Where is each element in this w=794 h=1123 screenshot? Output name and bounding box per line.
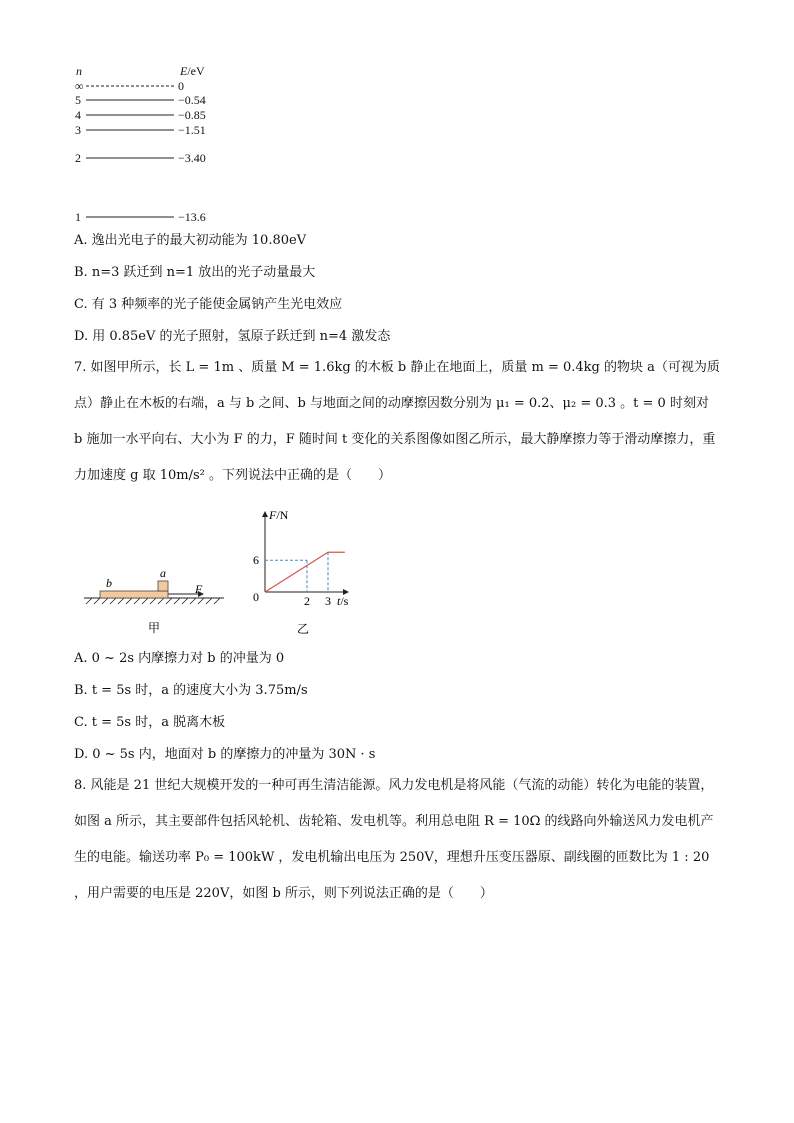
x-axis-label: t/s xyxy=(337,594,349,608)
level-n-2: 2 xyxy=(75,151,81,165)
level-e-2: −3.40 xyxy=(178,151,206,165)
q6-option-c: C. 有 3 种频率的光子能使金属钠产生光电效应 xyxy=(74,297,343,312)
label-F: F xyxy=(195,582,203,596)
force-series-line xyxy=(265,552,345,592)
level-e-infinity: 0 xyxy=(178,79,184,93)
q7-figure-jia xyxy=(80,560,240,640)
ground-hatching xyxy=(86,598,220,604)
q7-figure-yi-chart xyxy=(245,505,370,640)
q8-stem: 8. 风能是 21 世纪大规模开发的一种可再生清洁能源。风力发电机是将风能（气流的动能）转化为电能的装置，如图 a 所示，其主要部件包括风轮机、齿轮箱、发电机等。利用总电阻 R = 10Ω 的线路向外输送风力发电机产生的电能。输送功率 P₀ = 100kW ，发电机输出电压为 250V，理想升压变压器原、副线圈的匝数比为 1 : 20 ，用户需要的电压是 220V，如图 b 所示，则下列说法正确的是（ ） xyxy=(74,778,714,901)
y-tick-label: 6 xyxy=(253,553,259,568)
y-axis-label: F/N xyxy=(269,508,289,522)
q6-option-d: D. 用 0.85eV 的光子照射，氢原子跃迁到 n=4 激发态 xyxy=(74,329,391,344)
energy-axis-header: E/eV xyxy=(180,64,205,78)
q6-option-a: A. 逸出光电子的最大初动能为 10.80eV xyxy=(74,233,307,248)
level-e-4: −0.85 xyxy=(178,108,206,122)
x-tick-label-2: 2 xyxy=(304,594,310,608)
q7-option-c: C. t = 5s 时，a 脱离木板 xyxy=(74,715,226,730)
caption-jia: 甲 xyxy=(148,621,161,635)
level-e-3: −1.51 xyxy=(178,123,206,137)
level-e-1: −13.6 xyxy=(178,210,206,224)
n-axis-header: n xyxy=(76,64,82,78)
q6-option-b: B. n=3 跃迁到 n=1 放出的光子动量最大 xyxy=(74,265,316,280)
energy-level-lines xyxy=(0,0,794,240)
origin-label: 0 xyxy=(253,590,259,604)
level-n-5: 5 xyxy=(75,93,81,107)
q7-option-d: D. 0 ~ 5s 内，地面对 b 的摩擦力的冲量为 30N · s xyxy=(74,747,376,762)
x-tick-label-3: 3 xyxy=(325,594,331,608)
label-a: a xyxy=(160,566,166,580)
q7-option-b: B. t = 5s 时，a 的速度大小为 3.75m/s xyxy=(74,683,308,698)
level-n-4: 4 xyxy=(75,108,81,122)
block-a xyxy=(158,581,168,591)
level-e-5: −0.54 xyxy=(178,93,206,107)
q7-option-a: A. 0 ~ 2s 内摩擦力对 b 的冲量为 0 xyxy=(74,651,285,666)
q7-stem: 7. 如图甲所示，长 L = 1m 、质量 M = 1.6kg 的木板 b 静止在地面上，质量 m = 0.4kg 的物块 a（可视为质点）静止在木板的右端，a 与 b 之间、b 与地面之间的动摩擦因数分别为 μ₁ = 0.2、μ₂ = 0.3 。t = 0 时刻对 b 施加一水平向右、大小为 F 的力，F 随时间 t 变化的关系图像如图乙所示，最大静摩擦力等于滑动摩擦力，重力加速度 g 取 10m/s² 。下列说法中正确的是（ ） xyxy=(74,360,720,483)
board-b xyxy=(100,591,168,598)
y-axis-arrow xyxy=(262,511,268,517)
level-n-3: 3 xyxy=(75,123,81,137)
caption-yi: 乙 xyxy=(297,622,310,636)
label-b: b xyxy=(106,576,112,590)
level-n-1: 1 xyxy=(75,210,81,224)
level-n-infinity: ∞ xyxy=(75,79,84,93)
